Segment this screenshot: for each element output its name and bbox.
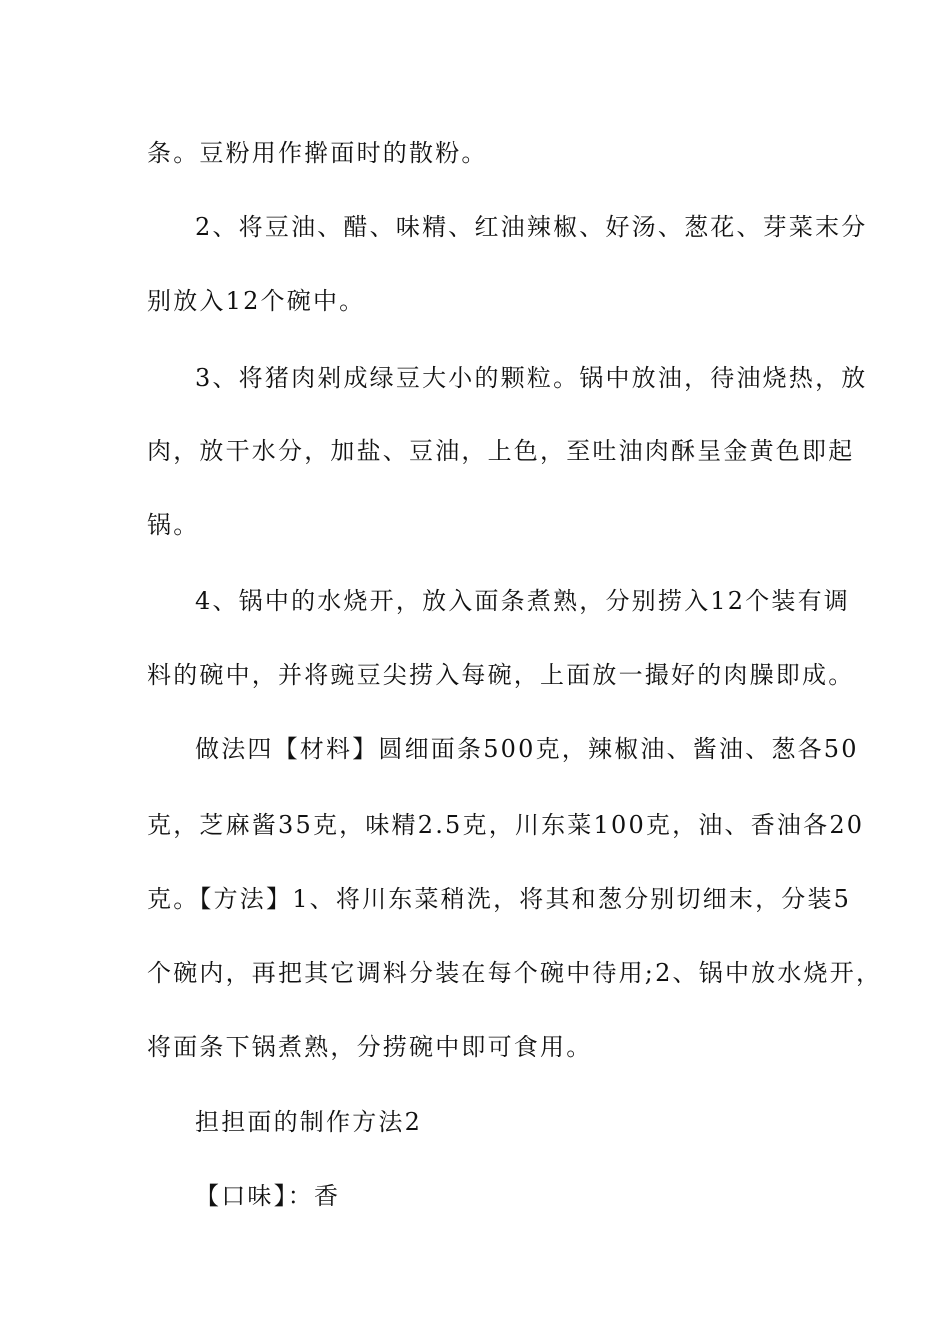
text-line: 2、将豆油、醋、味精、红油辣椒、好汤、葱花、芽菜末分: [195, 213, 868, 241]
text-line: 肉，放干水分，加盐、豆油，上色，至吐油肉酥呈金黄色即起: [147, 437, 855, 465]
text-line: 【口味】：香: [195, 1182, 341, 1210]
text-line: 锅。: [147, 511, 200, 539]
text-line: 3、将猪肉剁成绿豆大小的颗粒。锅中放油，待油烧热，放: [195, 364, 868, 392]
text-line: 克，芝麻酱35克，味精2.5克，川东菜100克，油、香油各20: [147, 811, 865, 839]
section-heading: 担担面的制作方法2: [195, 1108, 423, 1136]
text-line: 4、锅中的水烧开，放入面条煮熟，分别捞入12个装有调: [195, 587, 851, 615]
text-line: 条。豆粉用作擀面时的散粉。: [147, 139, 488, 167]
text-line: 将面条下锅煮熟，分捞碗中即可食用。: [147, 1033, 593, 1061]
text-line: 克。【方法】1、将川东菜稍洗，将其和葱分别切细末，分装5: [147, 885, 852, 913]
text-line: 别放入12个碗中。: [147, 287, 366, 315]
text-line: 料的碗中，并将豌豆尖捞入每碗，上面放一撮好的肉臊即成。: [147, 661, 855, 689]
text-line: 个碗内，再把其它调料分装在每个碗中待用;2、锅中放水烧开，: [147, 959, 883, 987]
text-line: 做法四【材料】圆细面条500克，辣椒油、酱油、葱各50: [195, 735, 859, 763]
